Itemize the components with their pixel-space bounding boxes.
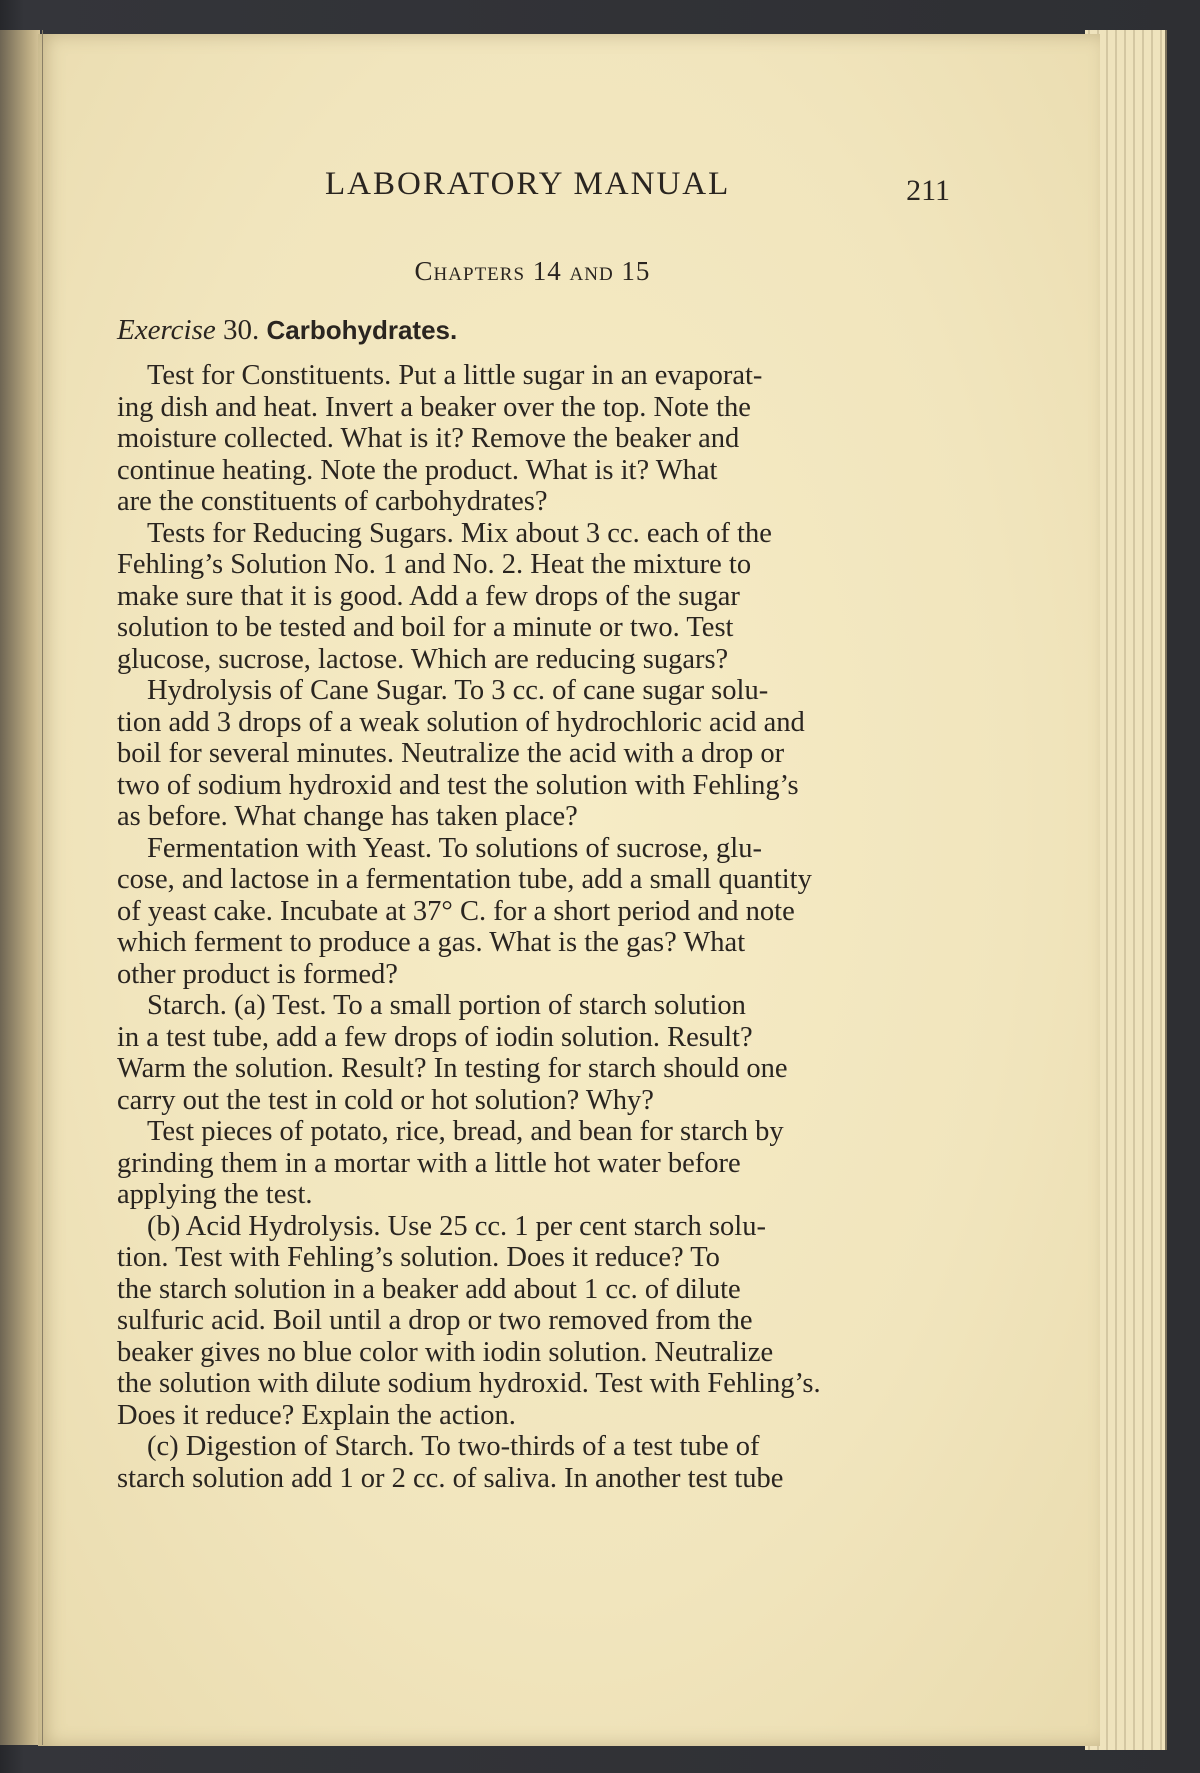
paragraph-test-pieces bbox=[117, 1116, 947, 1211]
text-line: as before. What change has taken place? bbox=[117, 801, 578, 832]
exercise-heading bbox=[117, 314, 457, 347]
text-line: Tests for Reducing Sugars. Mix about 3 cc. each of the bbox=[147, 517, 772, 549]
text-line: are the constituents of carbohydrates? bbox=[117, 486, 548, 517]
text-line: sulfuric acid. Boil until a drop or two removed from the bbox=[117, 1305, 753, 1336]
text-line: other product is formed? bbox=[117, 958, 398, 990]
text-line: applying the test. bbox=[117, 1179, 313, 1210]
gutter-line bbox=[42, 30, 43, 1745]
text-line: starch solution add 1 or 2 cc. of saliva. In another test tube bbox=[117, 1462, 784, 1494]
facing-page-edge bbox=[0, 30, 40, 1745]
paragraph-reducing-sugars bbox=[117, 518, 947, 676]
text-line: the starch solution in a beaker add about 1 cc. of dilute bbox=[117, 1273, 741, 1305]
text-line: of yeast cake. Incubate at 37° C. for a short period and note bbox=[117, 895, 795, 927]
text-line: Fehling’s Solution No. 1 and No. 2. Heat the mixture to bbox=[117, 549, 752, 580]
text-line: tion add 3 drops of a weak solution of hydrochloric acid and bbox=[117, 706, 805, 738]
page-number: 211 bbox=[906, 174, 950, 207]
text-line: ing dish and heat. Invert a beaker over the top. Note the bbox=[117, 391, 751, 423]
paragraph-acid-hydrolysis bbox=[117, 1211, 947, 1432]
running-head: LABORATORY MANUAL bbox=[325, 166, 731, 202]
exercise-label: Exercise bbox=[117, 314, 216, 346]
text-line: in a test tube, add a few drops of iodin solution. Result? bbox=[117, 1021, 753, 1053]
text-line: beaker gives no blue color with iodin solution. Neutralize bbox=[117, 1336, 774, 1368]
text-line: Starch. (a) Test. To a small portion of starch solution bbox=[147, 990, 746, 1021]
paragraph-hydrolysis-cane-sugar bbox=[117, 675, 947, 833]
text-line: boil for several minutes. Neutralize the acid with a drop or bbox=[117, 738, 785, 769]
text-line: make sure that it is good. Add a few drops of the sugar bbox=[117, 580, 740, 612]
paragraph-starch-test bbox=[117, 990, 947, 1116]
text-line: Fermentation with Yeast. To solutions of sucrose, glu- bbox=[147, 832, 762, 864]
body-text bbox=[117, 360, 947, 1494]
text-line: (c) Digestion of Starch. To two-thirds of a test tube of bbox=[147, 1431, 760, 1462]
text-line: Test pieces of potato, rice, bread, and bean for starch by bbox=[147, 1116, 784, 1147]
text-line: tion. Test with Fehling’s solution. Does it reduce? To bbox=[117, 1242, 720, 1273]
text-line: Test for Constituents. Put a little sugar in an evaporat- bbox=[147, 360, 763, 391]
text-line: grinding them in a mortar with a little hot water before bbox=[117, 1147, 741, 1179]
text-line: Warm the solution. Result? In testing for starch should one bbox=[117, 1053, 788, 1084]
text-line: Hydrolysis of Cane Sugar. To 3 cc. of cane sugar solu- bbox=[147, 675, 769, 706]
text-line: solution to be tested and boil for a minute or two. Test bbox=[117, 612, 734, 643]
paragraph-constituents bbox=[117, 360, 947, 518]
paragraph-digestion-of-starch bbox=[117, 1431, 947, 1494]
text-line: two of sodium hydroxid and test the solution with Fehling’s bbox=[117, 769, 799, 801]
page-header bbox=[115, 166, 950, 216]
exercise-title: Carbohydrates. bbox=[266, 315, 458, 345]
text-line: Does it reduce? Explain the action. bbox=[117, 1399, 516, 1431]
text-line: which ferment to produce a gas. What is the gas? What bbox=[117, 927, 746, 958]
paragraph-fermentation bbox=[117, 833, 947, 991]
exercise-number: 30. bbox=[223, 314, 260, 346]
text-line: (b) Acid Hydrolysis. Use 25 cc. 1 per cent starch solu- bbox=[147, 1210, 766, 1242]
text-line: continue heating. Note the product. What is it? What bbox=[117, 454, 718, 486]
text-line: cose, and lactose in a fermentation tube, add a small quantity bbox=[117, 864, 812, 895]
chapter-heading: Chapters 14 and 15 bbox=[414, 256, 651, 286]
text-line: the solution with dilute sodium hydroxid. Test with Fehling’s. bbox=[117, 1368, 821, 1399]
text-line: carry out the test in cold or hot solution? Why? bbox=[117, 1084, 654, 1116]
text-line: moisture collected. What is it? Remove the beaker and bbox=[117, 423, 740, 454]
text-line: glucose, sucrose, lactose. Which are reducing sugars? bbox=[117, 643, 729, 675]
